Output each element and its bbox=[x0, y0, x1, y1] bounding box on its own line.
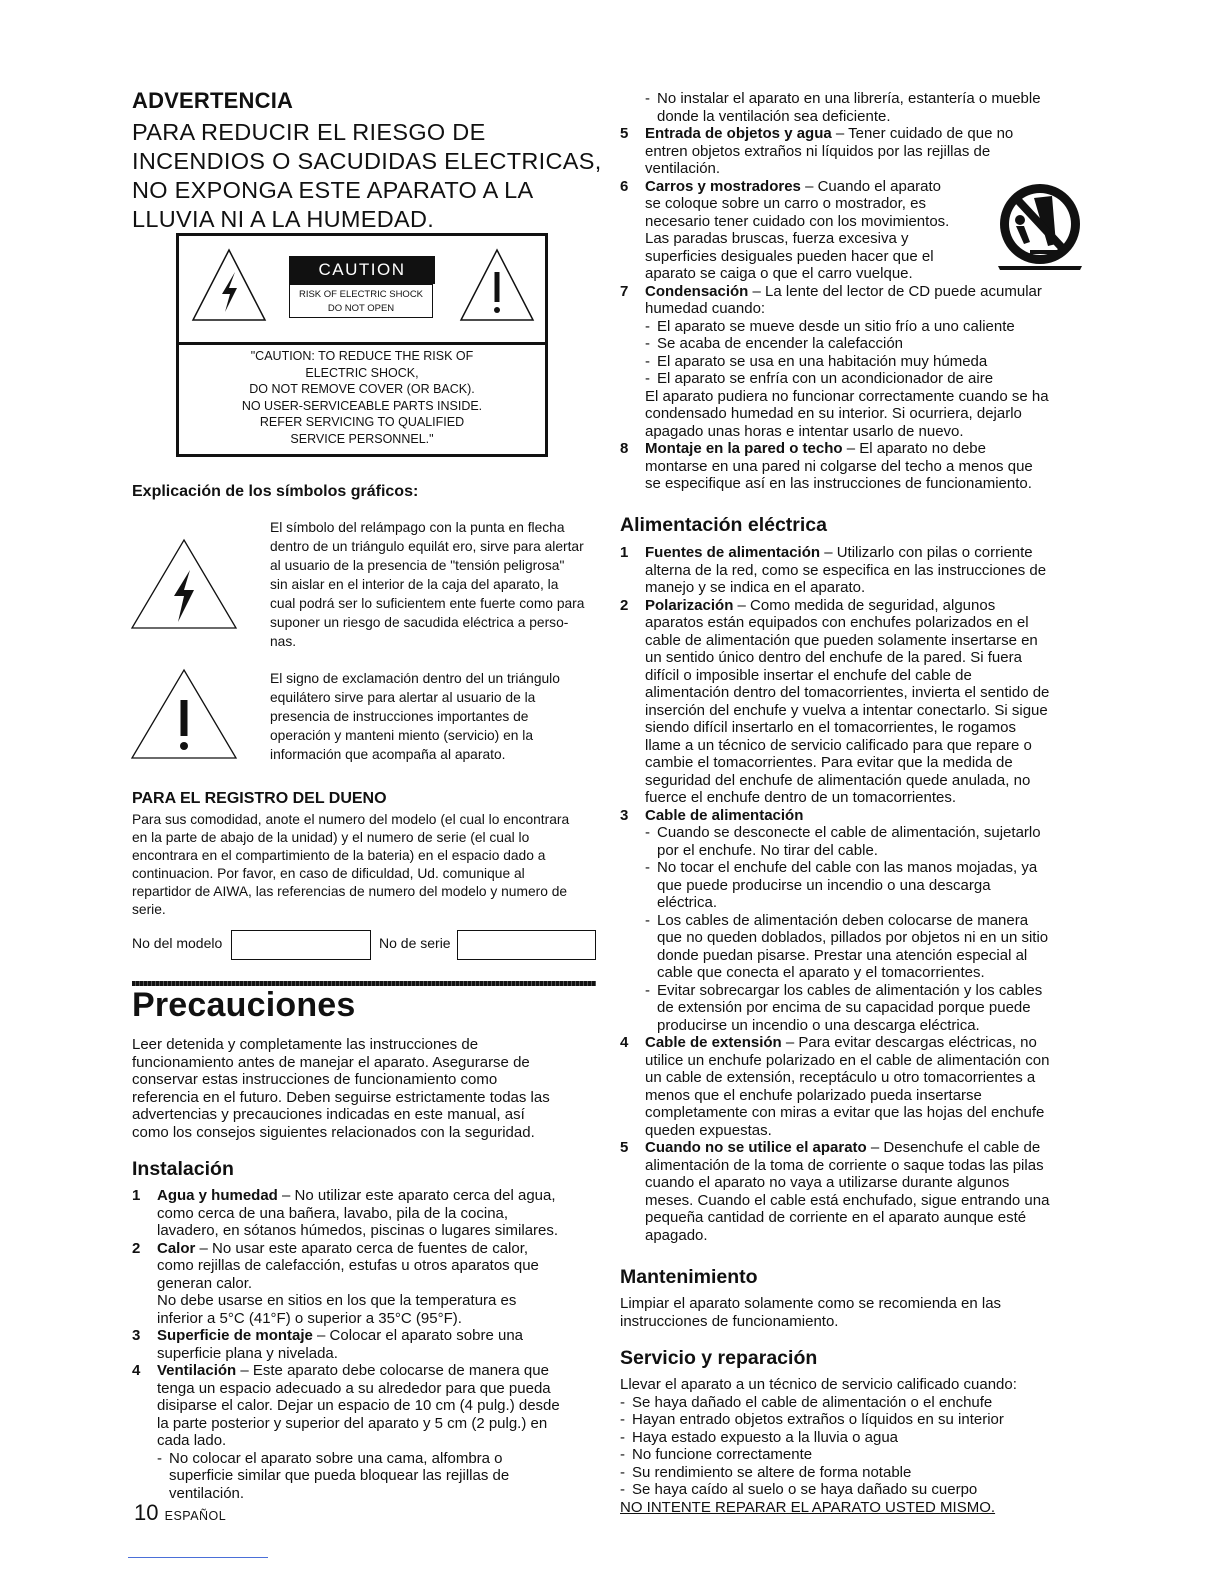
page-language: ESPAÑOL bbox=[164, 1509, 227, 1523]
symbols-heading: Explicación de los símbolos gráficos: bbox=[132, 483, 419, 500]
caution-text: "CAUTION: TO REDUCE THE RISK OF ELECTRIC SHOCK, DO NOT REMOVE COVER (OR BACK). NO USER-SERVICEABLE PARTS INSIDE. REFER SERVICING TO QUALIFIED SERVICE PERSONNEL." bbox=[241, 349, 483, 446]
modelo-label: No del modelo bbox=[132, 935, 223, 951]
lightning-warning-icon bbox=[189, 246, 269, 324]
exclamation-symbol-icon bbox=[130, 668, 238, 760]
advertencia-title: ADVERTENCIA bbox=[132, 88, 294, 113]
caution-box bbox=[176, 233, 548, 457]
mantenimiento-text: Limpiar el aparato solamente como se recomienda en las instrucciones de funcionamiento. bbox=[620, 1295, 1002, 1330]
instalacion-title: Instalación bbox=[132, 1158, 234, 1180]
list-item: 6 Carros y mostradores – Cuando el aparato se coloque sobre un carro o mostrador, es necesario tener cuidado con los movimientos. Las paradas bruscas, fuerza excesiva y superficies desiguales pueden hacer que el aparato se caiga o que el carro vuelque. bbox=[620, 177, 950, 282]
alimentacion-title: Alimentación eléctrica bbox=[620, 514, 827, 536]
list-item: 5 Cuando no se utilice el aparato – Desenchufe el cable de alimentación de la toma de corriente o saque todas las pilas cuando el aparato no vaya a utilizarse durante algunos meses. Cuando el cable está enchufado, sigue entrando una pequeña cantidad de corriente en el aparato aunque esté apagado. bbox=[620, 1139, 1050, 1244]
list-item: 3 Superficie de montaje – Colocar el aparato sobre una superficie plana y nivelada. bbox=[132, 1327, 524, 1362]
serie-label: No de serie bbox=[379, 935, 451, 951]
list-item: 1 Fuentes de alimentación – Utilizarlo con pilas o corriente alterna de la red, como se especifica en las instrucciones de manejo y se indica en el aparato. bbox=[620, 544, 1047, 596]
servicio-list: Llevar el aparato a un técnico de servicio calificado cuando: - Se haya dañado el cable de alimentación o el enchufe - Hayan entrado objetos extraños o líquidos en su interior - Haya estado expuesto a la lluvia o agua - No funcione correctamente - Su rendimiento se altere de forma notable - Se haya caído al suelo o se haya dañado su cuerpo NO INTENTE REPARAR EL APARATO USTED MISMO. bbox=[620, 1376, 1086, 1516]
list-item: 8 Montaje en la pared o techo – El aparato no debe montarse en una pared ni colgarse del techo a menos que se especifique así en las instrucciones de funcionamiento. bbox=[620, 440, 1033, 492]
exclamation-symbol-text: El signo de exclamación dentro del un triángulo equilátero sirve para alertar al usuario de la presencia de instrucciones importantes de operación y manteni miento (servicio) en la información que acompaña al aparato. bbox=[270, 671, 560, 762]
servicio-warning: NO INTENTE REPARAR EL APARATO USTED MISMO. bbox=[620, 1498, 996, 1516]
page-footer bbox=[134, 1500, 226, 1526]
servicio-title: Servicio y reparación bbox=[620, 1347, 818, 1369]
serie-field[interactable] bbox=[457, 930, 596, 960]
mantenimiento-title: Mantenimiento bbox=[620, 1266, 758, 1288]
advertencia-text: PARA REDUCIR EL RIESGO DE INCENDIOS O SACUDIDAS ELECTRICAS, NO EXPONGA ESTE APARATO A LA LLUVIA NI A LA HUMEDAD. bbox=[132, 119, 602, 232]
lightning-symbol-icon bbox=[130, 538, 238, 630]
cart-tipover-warning-icon bbox=[994, 180, 1086, 274]
list-item: 3 Cable de alimentación - Cuando se desconecte el cable de alimentación, sujetarlo por el enchufe. No tirar del cable. - No tocar el enchufe del cable con las manos mojadas, ya que puede producirse un incendio o una descarga eléctrica. - Los cables de alimentación deben colocarse de manera que no queden doblados, pillados por objetos ni en un sitio donde puedan pisarse. Prestar una atención especial al cable que conecta el aparato y el tomacorrientes. - Evitar sobrecargar los cables de alimentación y los cables de extensión por encima de su capacidad porque puede producirse un incendio o una descarga eléctrica. bbox=[620, 806, 1049, 1034]
exclamation-warning-icon bbox=[457, 246, 537, 324]
list-item: 7 Condensación – La lente del lector de CD puede acumular humedad cuando: - El aparato se mueve desde un sitio frío a uno caliente - Se acaba de encender la calefacción - El aparato se usa en una habitación muy húmeda - El aparato se enfría con un acondicionador de aire El aparato pudiera no funcionar correctamente cuando se ha condensado humedad en su interior. Si ocurriera, dejarlo apagado unas horas e intentar usarlo de nuevo. bbox=[620, 282, 1049, 440]
instalacion-list bbox=[132, 1187, 600, 1502]
list-item: 2 Calor – No usar este aparato cerca de fuentes de calor, como rejillas de calefacción, estufas u otros aparatos que generan calor. No debe usarse en sitios en los que la temperatura es inferior a 5°C (41°F) o superior a 35°C (95°F). bbox=[132, 1239, 539, 1327]
list-item: 4 Ventilación – Este aparato debe colocarse de manera que tenga un espacio adecuado a su alrededor para que pueda disiparse el calor. Dejar un espacio de 10 cm (4 pulg.) desde la parte posterior y superior del aparato y 5 cm (2 pulg.) en cada lado. - No colocar el aparato sobre una cama, alfombra o superficie similar que pueda bloquear las rejillas de ventilación. bbox=[132, 1362, 560, 1502]
precauciones-intro: Leer detenida y completamente las instrucciones de funcionamiento antes de manejar el aparato. Asegurarse de conservar estas instrucciones de funcionamiento como referencia en el futuro. Deben seguirse estrictamente todas las advertencias y precauciones indicadas en este manual, así como los consejos siguientes relacionados con la seguridad. bbox=[132, 1036, 550, 1141]
right-column-top: - No instalar el aparato en una librería, estantería o mueble donde la ventilación sea deficiente. 5 Entrada de objetos y agua – Tener cuidado de que no entren objetos extraños ni líquidos por las rejillas de ventilación. 6 Carros y mostradores – Cuando el aparato se coloque sobre un carro o mostrador, es necesario tener cuidado con los movimientos. Las paradas bruscas, fuerza excesiva y superficies desiguales pueden hacer que el aparato se caiga o que el carro vuelque. 7 Condensación – La lente del lector de CD puede acumular humedad cuando: - El aparato se mueve desde un sitio frío a uno caliente - Se acaba de encender la calefacción - El aparato se usa en una habitación muy húmeda - El aparato se enfría con un acondicionador de aire El aparato pudiera no funcionar correctamente cuando se ha condensado humedad en su interior. Si ocurriera, dejarlo apagado unas horas e intentar usarlo de nuevo. 8 Montaje en la pared o techo – El aparato no debe montarse en una pared ni colgarse del techo a menos que se especifique así en las instrucciones de funcionamiento. bbox=[620, 90, 1086, 493]
caution-sublabel: RISK OF ELECTRIC SHOCK DO NOT OPEN bbox=[289, 284, 433, 318]
precauciones-title: Precauciones bbox=[132, 986, 356, 1024]
registro-title: PARA EL REGISTRO DEL DUENO bbox=[132, 790, 387, 807]
list-item: 5 Entrada de objetos y agua – Tener cuidado de que no entren objetos extraños ni líquidos por las rejillas de ventilación. bbox=[620, 125, 1014, 177]
registro-text: Para sus comodidad, anote el numero del modelo (el cual lo encontrara en la parte de abajo de la unidad) y el numero de serie (el cual lo encontrara en el compartimiento de la bateria) en el espacio dado a continuacion. Por favor, en caso de dificuldad, Ud. comunique al repartidor de AIWA, las referencias de numero del modelo y numero de serie. bbox=[132, 812, 570, 917]
footer-line bbox=[128, 1557, 268, 1558]
list-item: 1 Agua y humedad – No utilizar este aparato cerca del agua, como cerca de una bañera, lavabo, pila de la cocina, lavadero, en sótanos húmedos, piscinas o lugares similares. bbox=[132, 1187, 559, 1239]
modelo-field[interactable] bbox=[231, 930, 371, 960]
caution-label: CAUTION bbox=[289, 256, 435, 284]
alimentacion-list bbox=[620, 544, 1086, 1244]
lightning-symbol-text: El símbolo del relámpago con la punta en flecha dentro de un triángulo equilát ero, sirve para alertar al usuario de la presencia de "tensión peligrosa" sin aislar en el interior de la caja del aparato, la cual podrá ser lo suficientem ente fuerte como para suponer un riesgo de sacudida eléctrica a perso- nas. bbox=[270, 520, 585, 649]
list-item: 4 Cable de extensión – Para evitar descargas eléctricas, no utilice un enchufe polarizado en el cable de alimentación con un cable de extensión, receptáculo u otro tomacorrientes a menos que el enchufe polarizado pueda insertarse completamente con miras a evitar que las hojas del enchufe queden expuestas. bbox=[620, 1034, 1050, 1139]
page-number: 10 bbox=[134, 1500, 159, 1525]
list-item: 2 Polarización – Como medida de seguridad, algunos aparatos están equipados con enchufes polarizados en el cable de alimentación que pueden solamente insertarse en un sentido único dentro del enchufe de la pared. Si fuera difícil o imposible insertar el enchufe del cable de alimentación dentro del tomacorrientes, invierta el sentido de inserción del enchufe y vuelva a intentar conectarlo. Si sigue siendo difícil insertarlo en el tomacorrientes, le rogamos llame a un técnico de servicio calificado para que repare o cambie el tomacorrientes. Para evitar que la medida de seguridad del enchufe de alimentación quede anulada, no fuerce el enchufe dentro de un tomacorrientes. bbox=[620, 596, 1050, 806]
